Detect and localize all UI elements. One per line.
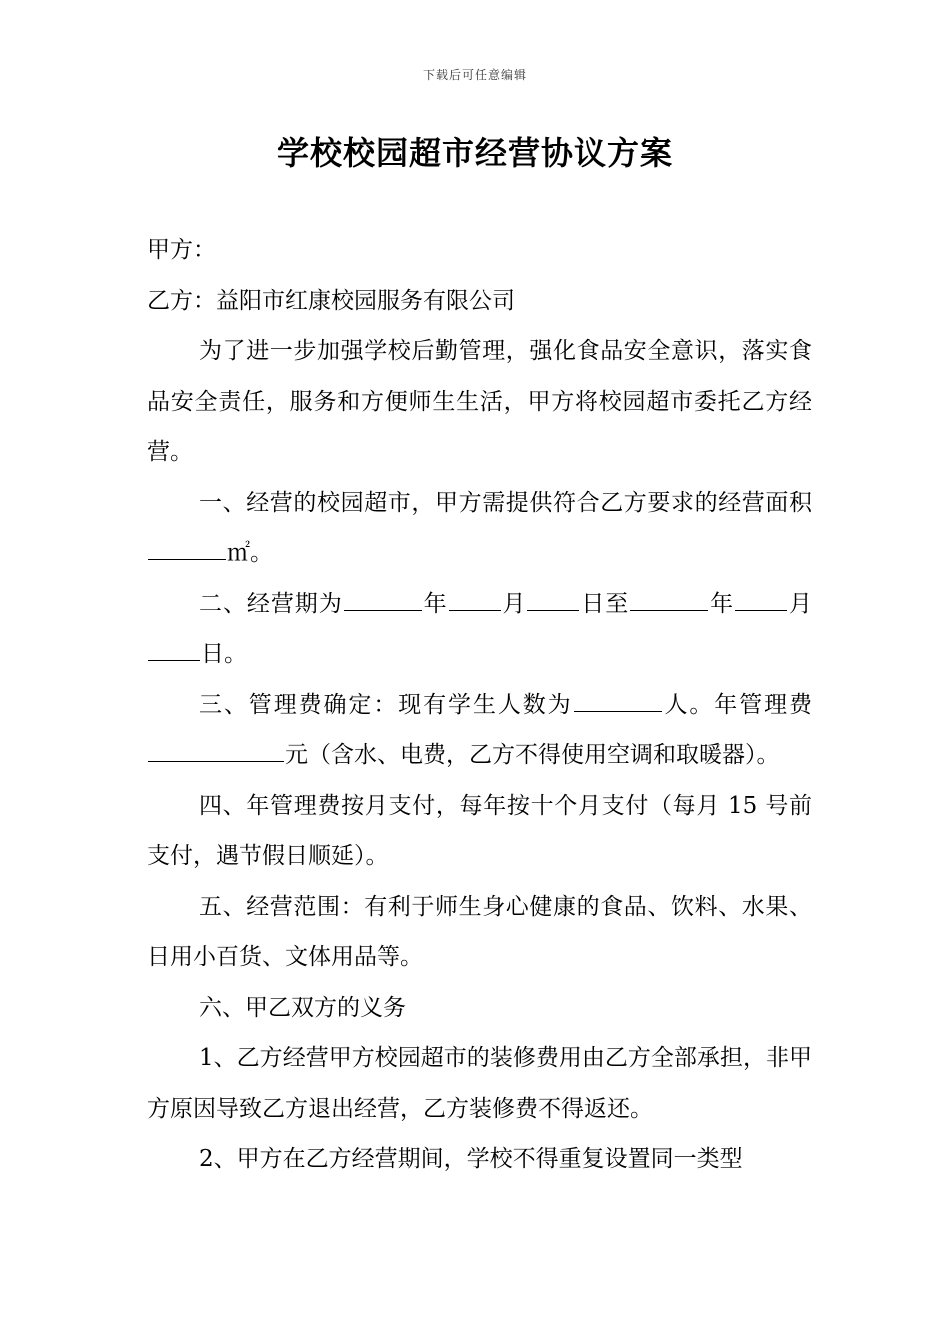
clause-3-text-c: 元（含水、电费，乙方不得使用空调和取暖器）。 xyxy=(285,742,780,768)
intro-paragraph: 为了进一步加强学校后勤管理，强化食品安全意识，落实食品安全责任，服务和方便师生生活，甲方将校园超市委托乙方经营。 xyxy=(147,338,812,465)
clause-6-title: 六、甲乙双方的义务 xyxy=(199,994,406,1021)
start-year-blank xyxy=(344,590,422,611)
document-body xyxy=(147,225,812,1185)
clause-4: 四、年管理费按月支付，每年按十个月支付（每月 15 号前支付，遇节假日顺延）。 xyxy=(147,792,812,869)
party-a-line: 甲方： xyxy=(147,237,216,263)
clause-3 xyxy=(147,680,812,781)
clause-3-text-a: 三、管理费确定：现有学生人数为 xyxy=(199,691,573,718)
clause-5: 五、经营范围：有利于师生身心健康的食品、饮料、水果、日用小百货、文体用品等。 xyxy=(147,893,812,970)
clause-1 xyxy=(147,478,812,579)
clause-2-day-2: 日。 xyxy=(201,641,247,667)
clause-2-year-1: 年 xyxy=(422,590,448,617)
clause-1-text-b: ㎡。 xyxy=(227,540,273,566)
start-month-blank xyxy=(449,590,501,611)
clause-2-day-to: 日至 xyxy=(580,590,630,617)
annual-fee-blank xyxy=(148,741,284,762)
clause-6-item-1: 1、乙方经营甲方校园超市的装修费用由乙方全部承担，非甲方原因导致乙方退出经营，乙方装修费不得返还。 xyxy=(147,1045,812,1122)
clause-3-text-b: 人。年管理费 xyxy=(662,691,813,718)
area-blank xyxy=(148,539,226,560)
end-year-blank xyxy=(630,590,708,611)
document-title: 学校校园超市经营协议方案 xyxy=(276,134,673,172)
end-day-blank xyxy=(148,640,200,661)
clause-2-text-a: 二、经营期为 xyxy=(199,590,343,617)
end-month-blank xyxy=(735,590,787,611)
header-note: 下载后可任意编辑 xyxy=(422,68,527,82)
clause-2-year-2: 年 xyxy=(709,590,735,617)
start-day-blank xyxy=(527,590,579,611)
clause-6-item-2: 2、甲方在乙方经营期间，学校不得重复设置同一类型 xyxy=(199,1146,743,1172)
clause-2 xyxy=(147,579,812,680)
clause-2-month-1: 月 xyxy=(501,590,527,617)
clause-2-month-2: 月 xyxy=(788,590,812,617)
clause-1-text-a: 一、经营的校园超市，甲方需提供符合乙方要求的经营面积 xyxy=(199,489,812,516)
student-count-blank xyxy=(574,691,662,712)
party-b-line: 乙方：益阳市红康校园服务有限公司 xyxy=(147,287,515,314)
